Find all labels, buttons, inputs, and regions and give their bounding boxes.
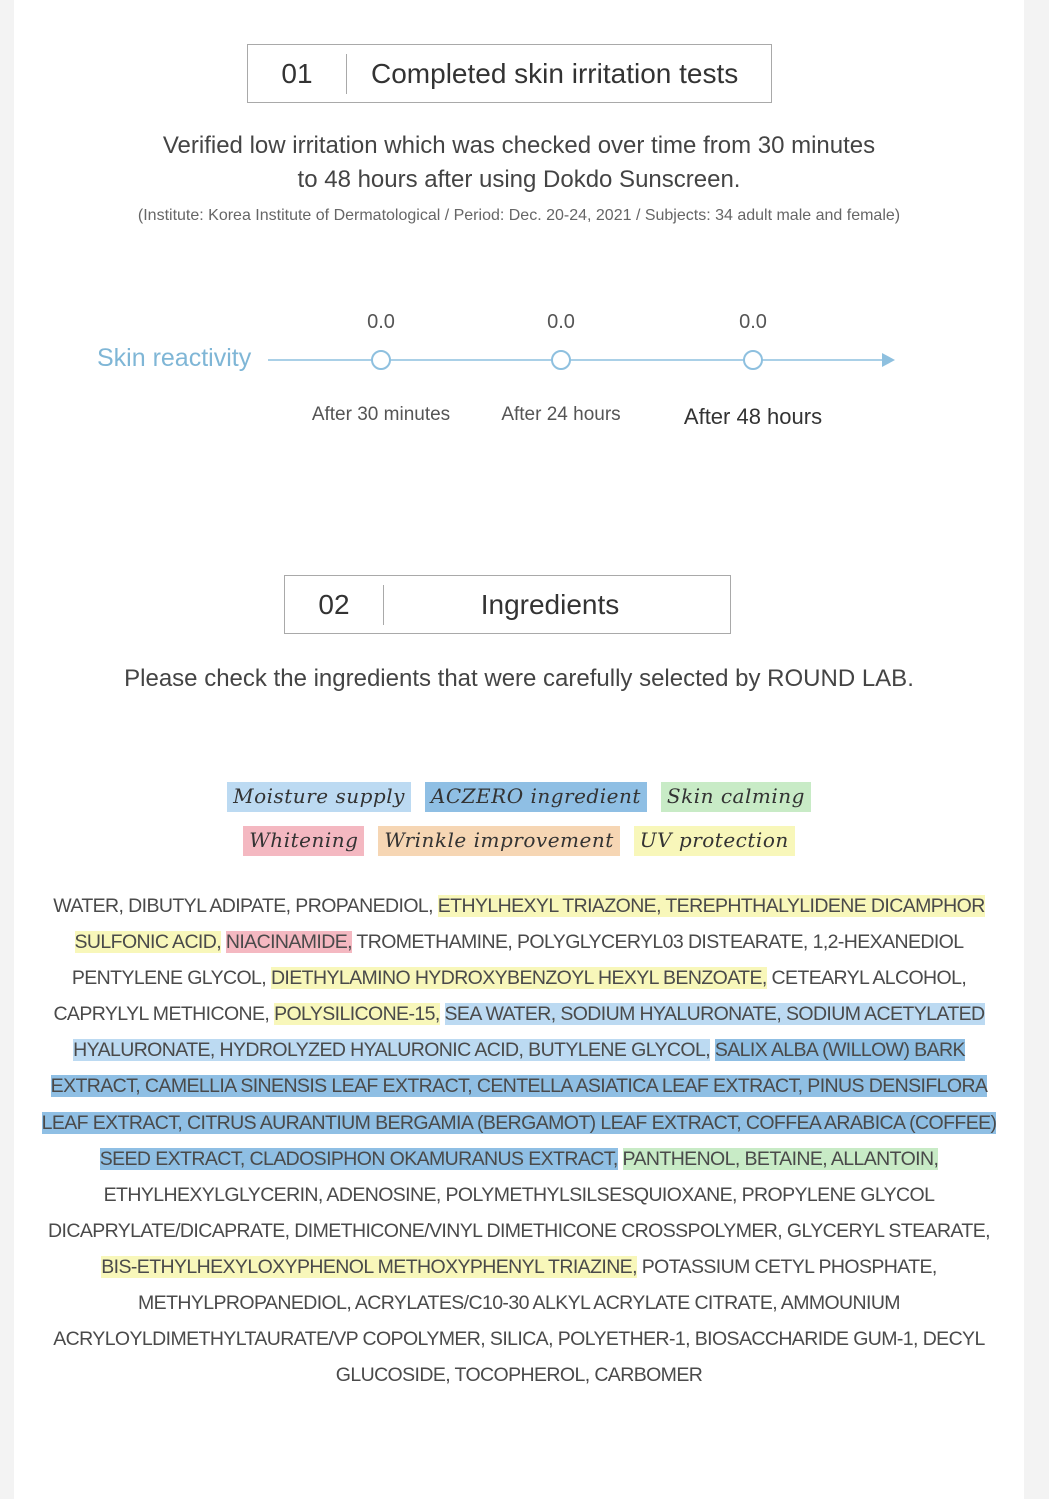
study-note: (Institute: Korea Institute of Dermatological / Period: Dec. 20-24, 2021 / Subjects: 34 adult male and female) bbox=[137, 207, 901, 224]
timeline-time-3: After 48 hours bbox=[683, 404, 823, 429]
irritation-description-line1: Verified low irritation which was checked over time from 30 minutes bbox=[162, 132, 876, 159]
timeline-value-2: 0.0 bbox=[547, 311, 575, 333]
ingredient-segment bbox=[618, 1148, 623, 1170]
ingredients-description: Please check the ingredients that were carefully selected by ROUND LAB. bbox=[124, 665, 914, 692]
ingredients-list bbox=[36, 888, 1002, 1393]
skin-reactivity-label: Skin reactivity bbox=[97, 344, 252, 372]
timeline-time-2: After 24 hours bbox=[501, 404, 621, 425]
section-02-number: 02 bbox=[285, 585, 384, 625]
ingredient-segment-uv: ETHYLHEXYL TRIAZONE, TEREPHTHALYLIDENE DICAMPHOR SULFONIC ACID, bbox=[74, 895, 985, 954]
ingredient-segment: CETEARYL ALCOHOL, CAPRYLYL METHICONE, bbox=[53, 967, 967, 1026]
legend-skin-calming: Skin calming bbox=[661, 782, 811, 812]
timeline-point-2 bbox=[552, 351, 570, 369]
irritation-description-line2: to 48 hours after using Dokdo Sunscreen. bbox=[297, 166, 741, 193]
ingredient-segment-aczero: SALIX ALBA (WILLOW) BARK EXTRACT, CAMELLIA SINENSIS LEAF EXTRACT, CENTELLA ASIATICA LEAF EXTRACT, PINUS DENSIFLORA LEAF EXTRACT, CITRUS AURANTIUM BERGAMIA (BERGAMOT) LEAF EXTRACT, COFFEA ARABICA (COFFEE) SEED EXTRACT, CLADOSIPHON OKAMURANUS EXTRACT, bbox=[41, 1039, 997, 1170]
ingredient-segment bbox=[440, 1003, 445, 1025]
ingredient-segment: WATER, DIBUTYL ADIPATE, PROPANEDIOL, bbox=[53, 895, 438, 917]
ingredient-segment-moisture: SEA WATER, SODIUM HYALURONATE, SODIUM ACETYLATED HYALURONATE, HYDROLYZED HYALURONIC ACID, BUTYLENE GLYCOL, bbox=[73, 1003, 985, 1062]
section-01-title: Completed skin irritation tests bbox=[371, 57, 739, 89]
legend-aczero-ingredient: ACZERO ingredient bbox=[425, 782, 647, 812]
ingredient-segment-uv: BIS-ETHYLHEXYLOXYPHENOL METHOXYPHENYL TRIAZINE, bbox=[101, 1255, 637, 1278]
ingredient-segment-uv: POLYSILICONE-15, bbox=[274, 1003, 440, 1026]
legend-row-2 bbox=[14, 826, 1024, 856]
ingredient-segment: TROMETHAMINE, POLYGLYCERYL03 DISTEARATE, 1,2-HEXANEDIOL PENTYLENE GLYCOL, bbox=[71, 931, 964, 990]
ingredient-segment-whitening: NIACINAMIDE, bbox=[225, 931, 352, 954]
timeline-point-1 bbox=[372, 351, 390, 369]
legend-wrinkle-improvement: Wrinkle improvement bbox=[378, 826, 619, 856]
legend-uv-protection: UV protection bbox=[634, 826, 795, 856]
legend-whitening: Whitening bbox=[243, 826, 364, 856]
page bbox=[14, 0, 1024, 1499]
section-01-number: 01 bbox=[248, 54, 347, 94]
timeline-time-1: After 30 minutes bbox=[311, 404, 451, 425]
ingredient-segment-calming: PANTHENOL, BETAINE, ALLANTOIN, bbox=[622, 1147, 939, 1170]
section-02-title: Ingredients bbox=[480, 588, 620, 620]
legend-row-1 bbox=[14, 782, 1024, 812]
timeline-value-1: 0.0 bbox=[367, 311, 395, 333]
ingredient-segment: ETHYLHEXYLGLYCERIN, ADENOSINE, POLYMETHYLSILSESQUIOXANE, PROPYLENE GLYCOL DICAPRYLATE/DICAPRATE, DIMETHICONE/VINYL DIMETHICONE CROSSPOLYMER, GLYCERYL STEARATE, bbox=[48, 1183, 990, 1242]
timeline-point-3 bbox=[744, 351, 762, 369]
ingredient-segment-uv: DIETHYLAMINO HYDROXYBENZOYL HEXYL BENZOATE, bbox=[270, 967, 767, 990]
section-02-header bbox=[284, 575, 731, 634]
timeline-value-3: 0.0 bbox=[739, 311, 767, 333]
ingredient-segment: POTASSIUM CETYL PHOSPHATE, METHYLPROPANEDIOL, ACRYLATES/C10-30 ALKYL ACRYLATE CITRATE, AMMOUNIUM ACRYLOYLDIMETHYLTAURATE/VP COPOLYMER, SILICA, POLYETHER-1, BIOSACCHARIDE GUM-1, DECYL GLUCOSIDE, TOCOPHEROL, CARBOMER bbox=[53, 1255, 985, 1387]
legend-moisture-supply: Moisture supply bbox=[227, 782, 411, 812]
timeline-arrowhead bbox=[882, 353, 895, 367]
